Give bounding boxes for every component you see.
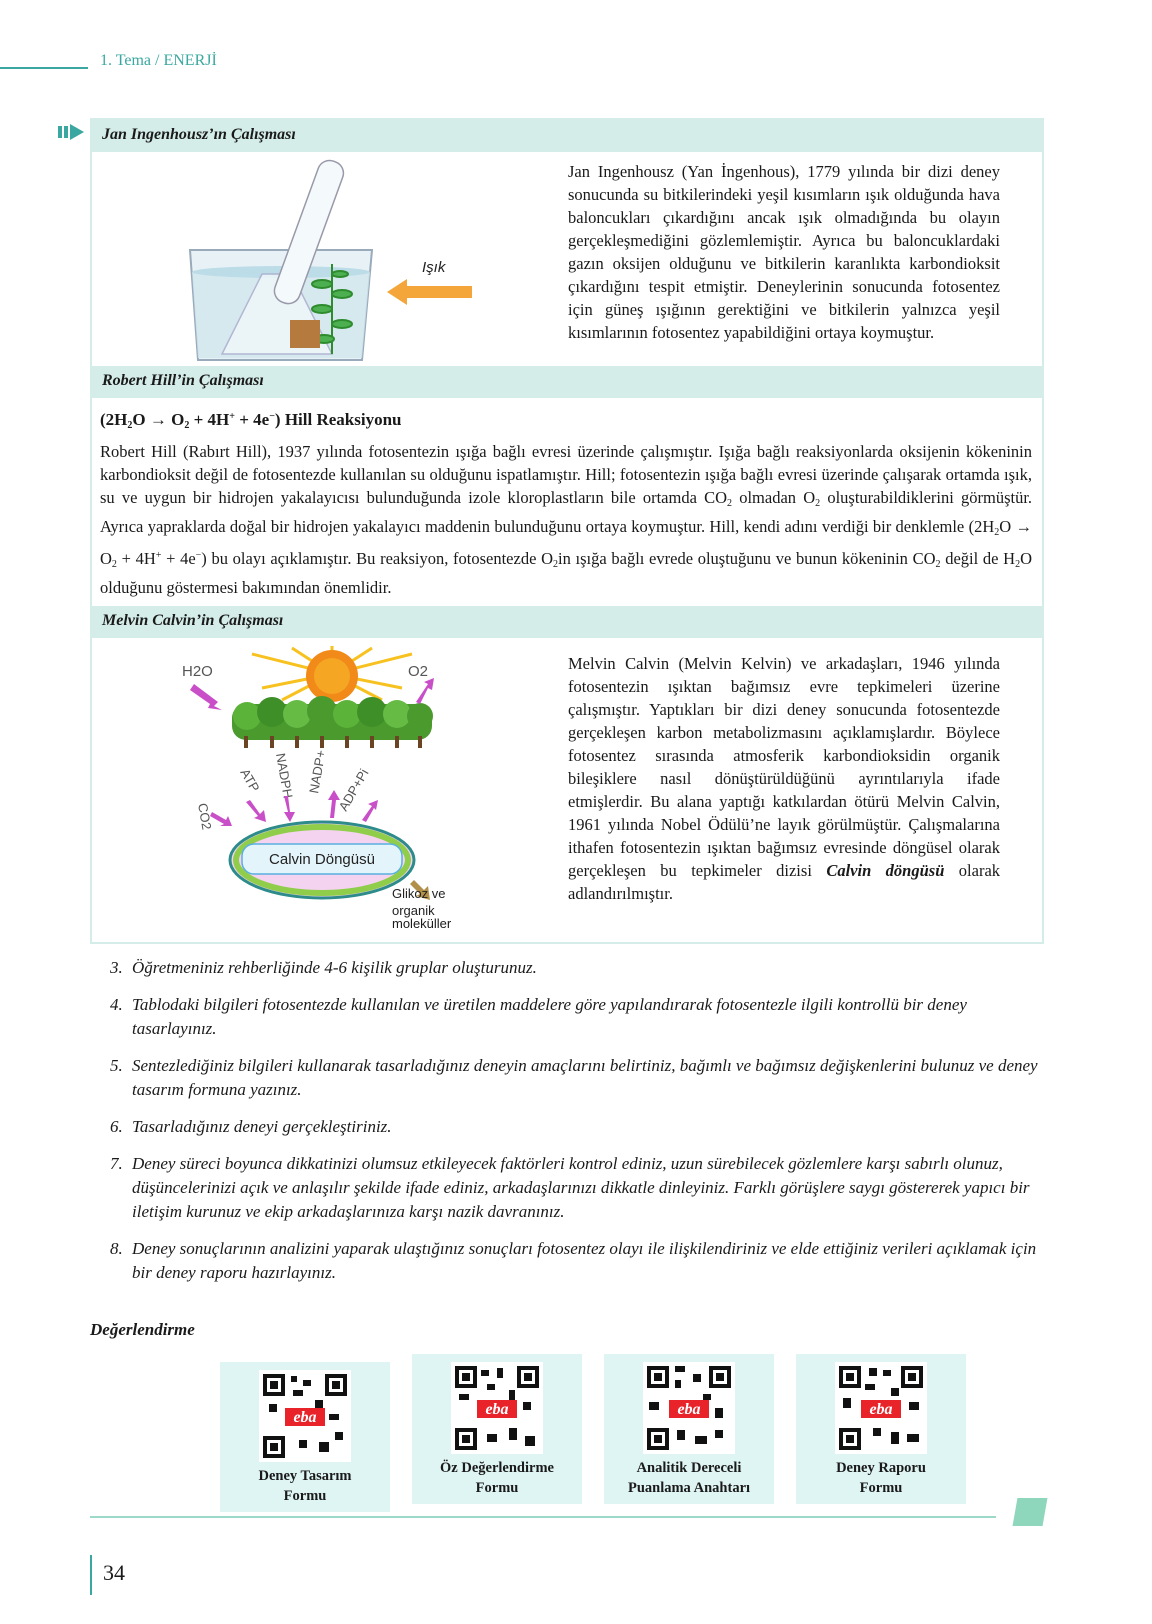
- svg-text:eba: eba: [485, 1401, 509, 1418]
- hill-heading: Robert Hill’in Çalışması: [92, 366, 1042, 398]
- page-number: 34: [103, 1560, 125, 1585]
- qr-card-label: Formu: [475, 1480, 519, 1496]
- evaluation-title: Değerlendirme: [90, 1320, 195, 1339]
- adp-label: ADP+Pi: [335, 766, 372, 814]
- qr-card-label: Analitik Dereceli: [636, 1460, 742, 1476]
- page-number-bar: [90, 1555, 92, 1595]
- calvin-text: Melvin Calvin (Melvin Kelvin) ve arkadaşları, 1946 yılında fotosentezin ışıktan bağımsız evre tepkimeleri üzerine çalışmıştır. Yaptıkları bir dizi deney sonucunda fotosentezde gerçekleşen karbon metabolizmasını açıklamışlardır. Böylece fotosentez sırasında atmosferik karbondioksidin organik bileşiklere nasıl dönüştürüldüğünü ayrıntılarıyla ifade etmişlerdir. Bu alana yaptığı katkılardan ötürü Melvin Calvin, 1961 yılında Nobel Ödülü’ne layık görülmüştür. Çalışmalarına ithafen fotosentezin ışıktan bağımsız evresinde döngüsel olarak gerçekleşen bu tepkimeler dizisi Calvin döngüsü olarak adlandırılmıştır.: [568, 654, 1001, 903]
- step-item: 5. Sentezlediğiniz bilgileri kullanarak tasarladığınız deneyin amaçlarını belirtiniz, bağımlı ve bağımsız değişkenlerini bulunuz ve deney tasarım formuna yazınız.: [110, 1056, 1038, 1099]
- qr-card-design-form[interactable]: [220, 1362, 390, 1512]
- hill-text: Robert Hill (Rabırt Hill), 1937 yılında fotosentezin ışığa bağlı evresi üzerinde çalışmıştır. Işığa bağlı reaksiyonlarda oksijenin kökeninin karbondioksit değil de fotosentezde kullanılan su olduğunu ispatlamıştır. Hill; fotosentezin ışığa bağlı evresi üzerinde çalışarak ortamda ışık, su ve uygun bir hidrojen yakalayıcısı bulunduğunda izole kloroplastların bile ortamda $CO_2$ olmadan $O_2$ oluşturabildiklerini görmüştür. Ayrıca yapraklarda doğal bir hidrojen yakalayıcı maddenin bulunduğunu ortaya koymuştur. Hill, kendi adını verdiği bir denklemle $(2H_2O \to O_2 + 4H^+ + 4e^-)$ bu olayı açıklamıştır. Bu reaksiyon, fotosentezde $O_2in$ ışığa bağlı evrede oluştuğunu ve bunun kökeninin $CO_2$ değil de $H_2O$ olduğunu göstermesi bakımından önemlidir.: [100, 442, 1033, 597]
- step-item: 7. Deney süreci boyunca dikkatinizi olumsuz etkileyecek faktörleri kontrol ediniz, uzun sürebilecek gözlemlere karşı sabırlı olunuz, düşüncelerinizi açık ve anlaşılır şekilde ifade ediniz, arkadaşlarınızı dikkatle dinleyiniz. Farklı görüşlere saygı göstererek yapıcı bir iletişim kurunuz ve ekip arkadaşlarınıza karşı nazik davranınız.: [110, 1154, 1030, 1221]
- output-label-1: Glikoz ve: [392, 886, 446, 901]
- calvin-cycle-diagram: [182, 644, 532, 918]
- output-label-3: moleküller: [392, 916, 452, 931]
- nadp-label: NADP+: [306, 748, 329, 795]
- o2-label: O2: [408, 663, 429, 680]
- atp-label: ATP: [237, 766, 263, 795]
- qr-card-label: Deney Tasarım: [258, 1468, 352, 1484]
- svg-text:eba: eba: [869, 1401, 893, 1418]
- hill-equation: $(2H_2O \to O_2 + 4H^+ + 4e^-)$ Hill Reaksiyonu: [100, 410, 402, 431]
- header-rule: [0, 67, 88, 69]
- step-item: 4. Tablodaki bilgileri fotosentezde kullanılan ve üretilen maddelere göre yapılandırarak fotosentezle ilgili kontrollü bir deney tasarlayınız.: [110, 995, 967, 1038]
- co2-label: CO2: [195, 801, 215, 831]
- calvin-cycle-label: Calvin Döngüsü: [269, 851, 375, 868]
- chapter-header: 1. Tema / ENERJİ: [100, 52, 217, 69]
- ingenhousz-text: Jan Ingenhousz (Yan İngenhous), 1779 yılında bir dizi deney sonucunda su bitkilerindeki yeşil kısımların ışık olduğunda hava baloncukları çıkardığını ancak ışık olmadığında bu olayın gerçekleşmediğini gözlemlemiştir. Ayrıca bu baloncuklardaki gazın oksijen olduğunu ve bitkilerin karanlıkta karbondioksit çıkardığını tespit etmiştir. Deneylerinin sonucunda fotosentez için güneş ışığının gerektiğini ve bitkilerin yalnızca yeşil kısımlarının fotosentez yapabildiğini ortaya koymuştur.: [568, 162, 1000, 342]
- ingenhousz-experiment-illustration: [182, 154, 502, 364]
- footer-tab: [1013, 1498, 1048, 1526]
- qr-card-report-form[interactable]: [796, 1354, 966, 1504]
- section-marker-icon: [58, 124, 86, 140]
- qr-card-rubric[interactable]: [604, 1354, 774, 1504]
- output-label-2: organik: [392, 903, 435, 918]
- qr-card-label: Puanlama Anahtarı: [627, 1480, 751, 1496]
- step-item: 6. Tasarladığınız deneyi gerçekleştiriniz.: [110, 1117, 392, 1136]
- svg-text:eba: eba: [677, 1401, 701, 1418]
- qr-code-icon[interactable]: [451, 1362, 543, 1454]
- h2o-label: H2O: [182, 663, 213, 680]
- qr-card-label: Öz Değerlendirme: [440, 1460, 554, 1476]
- studies-table: [90, 118, 1044, 944]
- qr-card-label: Formu: [859, 1480, 903, 1496]
- qr-code-icon[interactable]: [643, 1362, 735, 1454]
- svg-text:eba: eba: [293, 1409, 317, 1426]
- qr-card-label: Formu: [283, 1488, 327, 1504]
- qr-card-self-evaluation[interactable]: [412, 1354, 582, 1504]
- ingenhousz-heading: Jan Ingenhousz’ın Çalışması: [92, 120, 1042, 152]
- step-item: 3. Öğretmeniniz rehberliğinde 4-6 kişilik gruplar oluşturunuz.: [110, 958, 537, 977]
- light-label: Işık: [422, 259, 446, 276]
- nadph-label: NADPH: [273, 751, 296, 800]
- footer-rule: [90, 1516, 996, 1518]
- activity-steps: [110, 956, 1040, 1298]
- step-item: 8. Deney sonuçlarının analizini yaparak ulaştığınız sonuçları fotosentez olayı ile ilişkilendiriniz ve elde ettiğiniz verileri açıklamak için bir deney raporu hazırlayınız.: [110, 1239, 1037, 1282]
- qr-card-label: Deney Raporu: [836, 1460, 926, 1476]
- qr-code-icon[interactable]: [835, 1362, 927, 1454]
- calvin-heading: Melvin Calvin’in Çalışması: [92, 606, 1042, 638]
- qr-code-icon[interactable]: [259, 1370, 351, 1462]
